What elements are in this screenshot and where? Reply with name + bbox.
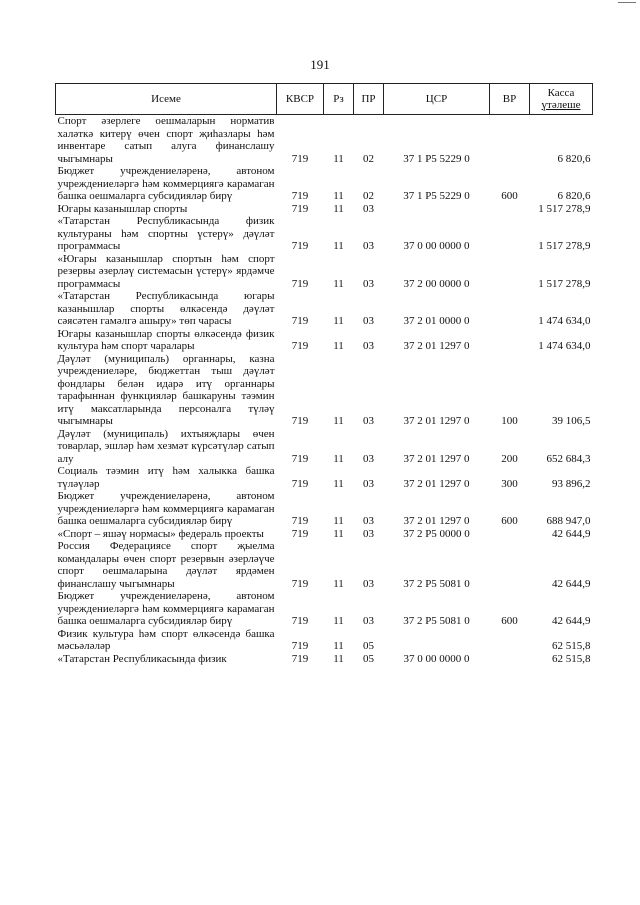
cell-amount: 1 474 634,0 bbox=[538, 340, 591, 352]
cell-csr: 37 2 Р5 5081 0 bbox=[403, 577, 470, 590]
cell-amount: 93 896,2 bbox=[552, 477, 591, 490]
cell-name: «Татарстан Республикасында югары казанышлар спорты өлкәсендә дәүләт сәясәтен гамәлгә ашыру» төп чарасы bbox=[57, 290, 275, 327]
header-vr: ВР bbox=[490, 84, 530, 115]
cell-rz: 11 bbox=[333, 202, 344, 215]
cell-pr: 03 bbox=[363, 277, 374, 290]
cell-kvsr: 719 bbox=[291, 652, 309, 665]
cell-csr: 37 2 01 1297 0 bbox=[403, 515, 470, 527]
cell-vr bbox=[490, 115, 530, 166]
cell-kvsr: 719 bbox=[291, 477, 309, 490]
cell-vr bbox=[490, 528, 530, 541]
cell-rz: 11 bbox=[333, 615, 344, 627]
cell-pr: 05 bbox=[363, 640, 374, 652]
cell-amount: 62 515,8 bbox=[552, 640, 591, 652]
table-row bbox=[56, 215, 593, 253]
cell-amount: 1 517 278,9 bbox=[538, 202, 591, 215]
header-kassa-top: Касса bbox=[547, 86, 575, 99]
cell-csr bbox=[384, 203, 490, 216]
cell-amount: 42 644,9 bbox=[552, 527, 591, 540]
cell-pr: 03 bbox=[363, 415, 374, 427]
cell-amount: 42 644,9 bbox=[552, 577, 591, 590]
cell-csr: 37 2 00 0000 0 bbox=[403, 277, 470, 290]
header-pr: ПР bbox=[354, 84, 384, 115]
cell-csr: 37 2 01 1297 0 bbox=[403, 340, 470, 352]
cell-kvsr: 719 bbox=[291, 315, 309, 327]
cell-pr: 03 bbox=[363, 240, 374, 252]
cell-kvsr: 719 bbox=[291, 190, 309, 202]
cell-amount: 1 517 278,9 bbox=[538, 240, 591, 252]
cell-vr: 600 bbox=[501, 190, 518, 202]
cell-pr: 03 bbox=[363, 202, 374, 215]
cell-csr: 37 1 Р5 5229 0 bbox=[403, 190, 470, 202]
cell-csr: 37 0 00 0000 0 bbox=[403, 240, 470, 252]
cell-name: «Татарстан Республикасында физик bbox=[57, 652, 227, 665]
cell-pr: 02 bbox=[363, 152, 374, 165]
cell-rz: 11 bbox=[333, 277, 344, 290]
cell-rz: 11 bbox=[333, 640, 344, 652]
table-body bbox=[56, 115, 593, 666]
cell-pr: 03 bbox=[363, 477, 374, 490]
cell-pr: 02 bbox=[363, 190, 374, 202]
cell-pr: 03 bbox=[363, 527, 374, 540]
header-kassa-bottom: үтәлеше bbox=[541, 99, 581, 111]
page-number: 191 bbox=[310, 57, 330, 72]
cell-name: Спорт әзерлеге оешмаларын норматив халәткә китерү өчен спорт җиһазлары һәм инвентаре сатып алуга финанслашу чыгымнары bbox=[57, 115, 275, 165]
cell-pr: 05 bbox=[363, 652, 374, 665]
cell-kvsr: 719 bbox=[291, 615, 309, 627]
cell-csr: 37 1 Р5 5229 0 bbox=[403, 152, 470, 165]
cell-name: «Татарстан Республикасында физик культураны һәм спортны үстерү» дәүләт программасы bbox=[57, 215, 275, 252]
header-kvsr: КВСР bbox=[277, 84, 324, 115]
table-row bbox=[56, 328, 593, 353]
cell-kvsr: 719 bbox=[291, 527, 309, 540]
cell-pr: 03 bbox=[363, 315, 374, 327]
cell-rz: 11 bbox=[333, 340, 344, 352]
cell-amount: 652 684,3 bbox=[546, 452, 591, 465]
cell-vr bbox=[490, 290, 530, 328]
cell-rz: 11 bbox=[333, 452, 344, 465]
cell-kvsr: 719 bbox=[291, 452, 309, 465]
header-rz: Рз bbox=[324, 84, 354, 115]
cell-kvsr: 719 bbox=[291, 640, 309, 652]
table-row bbox=[56, 290, 593, 328]
cell-name: «Спорт – яшәү нормасы» федераль проекты bbox=[57, 527, 264, 540]
table-row bbox=[56, 165, 593, 203]
cell-pr: 03 bbox=[363, 577, 374, 590]
cell-pr: 03 bbox=[363, 515, 374, 527]
cell-kvsr: 719 bbox=[291, 415, 309, 427]
cell-amount: 42 644,9 bbox=[552, 615, 591, 627]
cell-vr: 600 bbox=[501, 615, 518, 627]
budget-table bbox=[55, 83, 593, 665]
cell-csr: 37 2 Р5 0000 0 bbox=[403, 527, 470, 540]
table-row bbox=[56, 465, 593, 490]
header-csr: ЦСР bbox=[384, 84, 490, 115]
table-row bbox=[56, 115, 593, 166]
cell-csr: 37 2 01 1297 0 bbox=[403, 415, 470, 427]
cell-name: Бюджет учреждениеләренә, автоном учреждениеләргә һәм коммерциягә карамаган башка оешмаларга субсидияләр бирү bbox=[57, 165, 275, 202]
cell-amount: 1 517 278,9 bbox=[538, 277, 591, 290]
header-name: Исеме bbox=[56, 84, 277, 115]
cell-name: Физик культура һәм спорт өлкәсендә башка мәсьәләләр bbox=[57, 627, 275, 652]
table-header-row bbox=[56, 84, 593, 115]
corner-mark bbox=[618, 2, 636, 3]
cell-vr bbox=[490, 328, 530, 353]
cell-vr bbox=[490, 253, 530, 291]
cell-name: Бюджет учреждениеләренә, автоном учреждениеләргә һәм коммерциягә карамаган башка оешмаларга субсидияләр бирү bbox=[57, 490, 275, 527]
cell-kvsr: 719 bbox=[291, 240, 309, 252]
cell-amount: 6 820,6 bbox=[557, 152, 591, 165]
cell-vr bbox=[490, 653, 530, 666]
cell-amount: 62 515,8 bbox=[552, 652, 591, 665]
cell-kvsr: 719 bbox=[291, 202, 309, 215]
cell-name: Югары казанышлар спорты bbox=[57, 202, 188, 215]
table-row bbox=[56, 428, 593, 466]
table-row bbox=[56, 528, 593, 541]
table-row bbox=[56, 353, 593, 428]
cell-kvsr: 719 bbox=[291, 577, 309, 590]
cell-csr: 37 2 01 1297 0 bbox=[403, 477, 470, 490]
table-row bbox=[56, 540, 593, 590]
cell-name: Бюджет учреждениеләренә, автоном учреждениеләргә һәм коммерциягә карамаган башка оешмаларга субсидияләр бирү bbox=[57, 590, 275, 627]
cell-csr bbox=[384, 628, 490, 653]
table-row bbox=[56, 653, 593, 666]
cell-kvsr: 719 bbox=[291, 152, 309, 165]
table-row bbox=[56, 203, 593, 216]
cell-vr bbox=[490, 215, 530, 253]
cell-vr bbox=[490, 628, 530, 653]
cell-csr: 37 2 01 1297 0 bbox=[403, 452, 470, 465]
cell-amount: 39 106,5 bbox=[552, 415, 591, 427]
cell-name: Социаль тәэмин итү һәм халыкка башка түләүләр bbox=[57, 465, 275, 490]
cell-pr: 03 bbox=[363, 340, 374, 352]
cell-csr: 37 2 01 0000 0 bbox=[403, 315, 470, 327]
cell-vr: 200 bbox=[501, 452, 518, 465]
cell-rz: 11 bbox=[333, 652, 344, 665]
cell-pr: 03 bbox=[363, 452, 374, 465]
table-row bbox=[56, 628, 593, 653]
cell-name: «Югары казанышлар спортын һәм спорт резервы әзерләү системасын үстерү» ярдәмче программасы bbox=[57, 252, 275, 290]
cell-kvsr: 719 bbox=[291, 340, 309, 352]
cell-vr: 300 bbox=[501, 477, 518, 490]
cell-csr: 37 2 Р5 5081 0 bbox=[403, 615, 470, 627]
cell-vr: 600 bbox=[501, 515, 518, 527]
cell-kvsr: 719 bbox=[291, 277, 309, 290]
cell-vr bbox=[490, 540, 530, 590]
table-row bbox=[56, 253, 593, 291]
cell-kvsr: 719 bbox=[291, 515, 309, 527]
cell-name: Югары казанышлар спорты өлкәсендә физик культура һәм спорт чаралары bbox=[57, 327, 275, 352]
cell-amount: 1 474 634,0 bbox=[538, 315, 591, 327]
cell-rz: 11 bbox=[333, 190, 344, 202]
cell-rz: 11 bbox=[333, 315, 344, 327]
cell-rz: 11 bbox=[333, 577, 344, 590]
header-kassa bbox=[530, 84, 593, 115]
cell-rz: 11 bbox=[333, 240, 344, 252]
cell-rz: 11 bbox=[333, 415, 344, 427]
cell-rz: 11 bbox=[333, 152, 344, 165]
cell-pr: 03 bbox=[363, 615, 374, 627]
cell-name: Дәүләт (муниципаль) ихтыяҗлары өчен товарлар, эшләр һәм хезмәт күрсәтүләр сатып алу bbox=[57, 427, 275, 465]
cell-amount: 688 947,0 bbox=[546, 515, 591, 527]
cell-rz: 11 bbox=[333, 477, 344, 490]
cell-vr: 100 bbox=[501, 415, 518, 427]
cell-amount: 6 820,6 bbox=[557, 190, 591, 202]
cell-rz: 11 bbox=[333, 515, 344, 527]
cell-vr bbox=[490, 203, 530, 216]
cell-name: Дәүләт (муниципаль) органнары, казна учреждениеләре, бюджеттан тыш дәүләт фондлары белән идарә итү органнары тарафыннан функцияләр башкаруны тәэмин итү максатларында персоналга түләү чыгымнары bbox=[57, 352, 275, 427]
cell-rz: 11 bbox=[333, 527, 344, 540]
cell-csr: 37 0 00 0000 0 bbox=[403, 652, 470, 665]
cell-name: Россия Федерациясе спорт җыелма командалары өчен спорт резервын әзерләүче спорт оешмаларына дәүләт ярдәмен финанслашу чыгымнары bbox=[57, 540, 275, 590]
table-row bbox=[56, 590, 593, 628]
table-row bbox=[56, 490, 593, 528]
